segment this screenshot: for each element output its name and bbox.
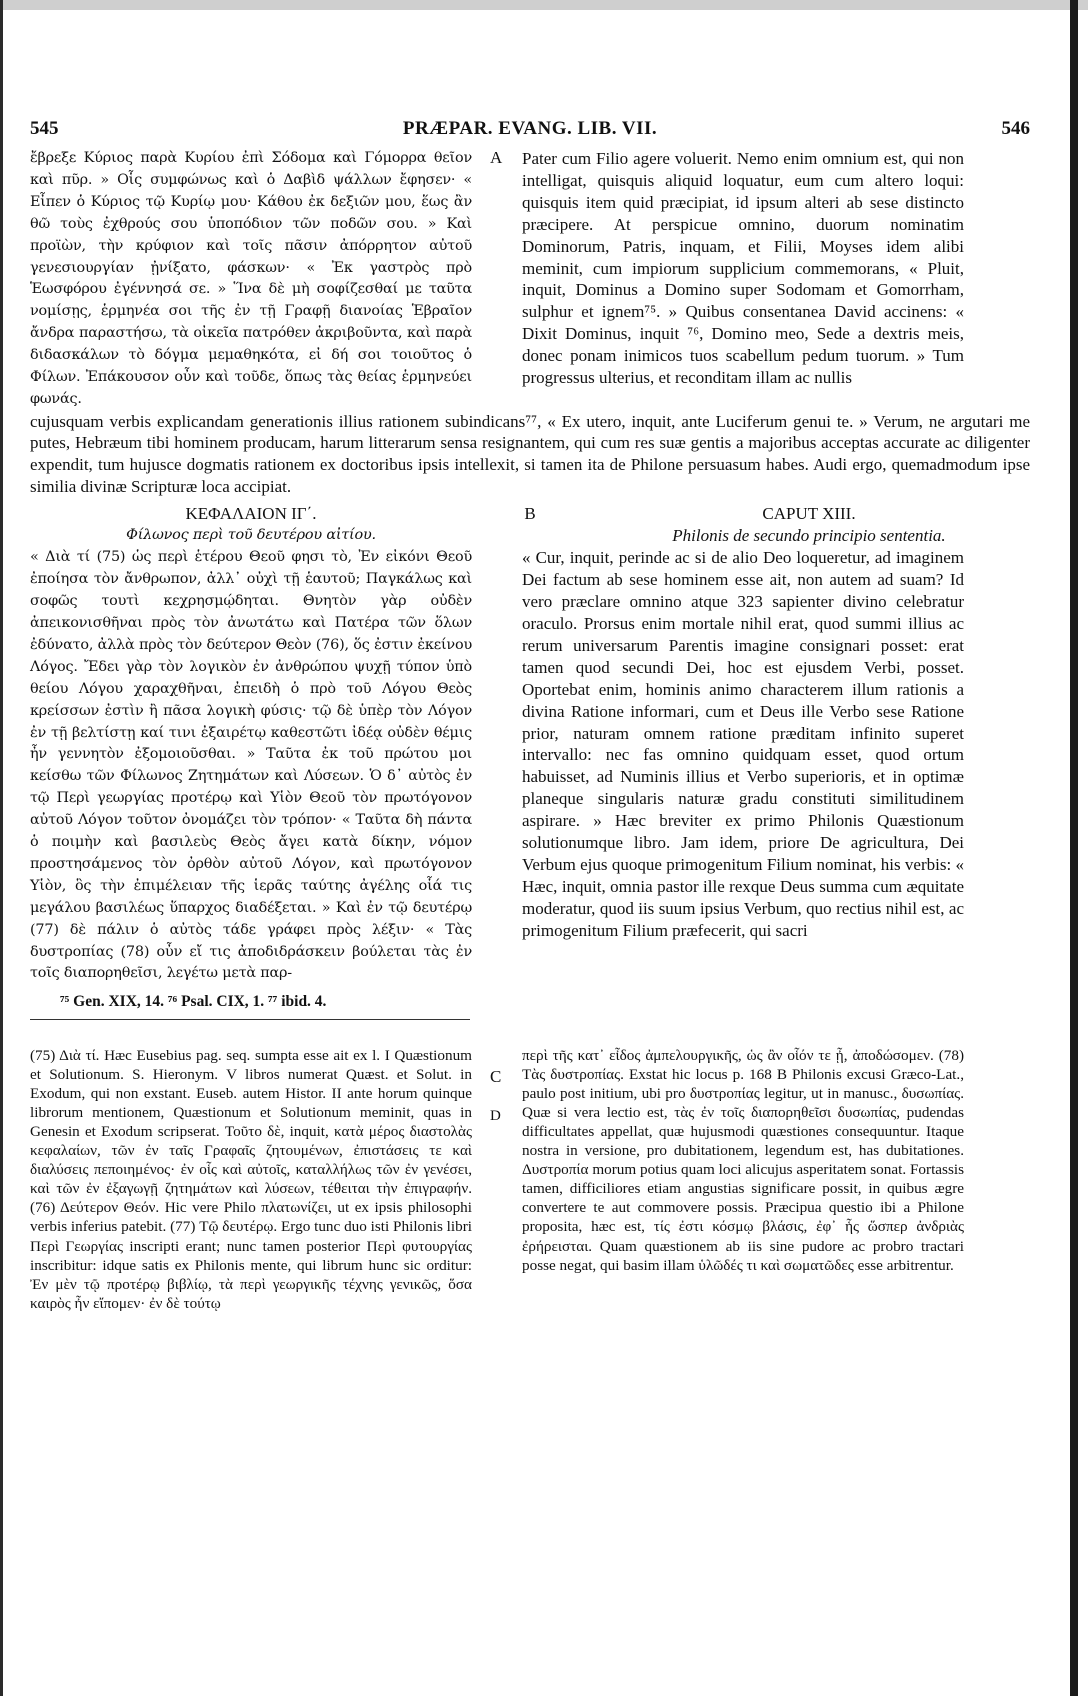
notes-left-column: (75) Διὰ τί. Hæc Eusebius pag. seq. sumpta esse ait ex l. I Quæstionum et Solutionum. S. Hieronym. V libros numerat Quæst. et Solut. in Exodum, qui non exstant. Euseb. autem Histor. II ante horum quinque librorum mentionem, Quæstionum et Solutionum meminit, quas in Genesin et Exodum scripserat. Τοῦτο δὲ, inquit, κατὰ μέρος διαστολὰς κεφαλαίων, τῶν ἐν ταῖς Γραφαῖς ζητουμένων, ἐπιστάσεις τε καὶ διαλύσεις πεποιημένος· ἐν οἷς καὶ αὐτοῖς, καταλλήλως τῶν ἐν γενέσει, καὶ τῶν ἐν ἐξαγωγῇ ζητημάτων καὶ λύσεων, τέθειται τὴν ἐπιγραφήν. (76) Δεύτερον Θεόν. Hic vere Philo πλατωνίζει, ut ex ipsis philosophi verbis inferius patebit. (77) Τῷ δευτέρῳ. Ergo tunc duo isti Philonis libri Περὶ Γεωργίας inscripti erant; nunc tamen posterior Περὶ φυτουργίας inscribitur: idque satis ex Philonis mente, qui librum hunc sic orditur: Ἐν μὲν τῷ προτέρῳ βιβλίῳ, τὰ περὶ γεωργικῆς τέχνης γενικῶς, ὅσα καιρὸς ἦν εἴπομεν· ἐν δὲ τούτῳ: [30, 1046, 472, 1312]
greek-column-top: ἔβρεξε Κύριος παρὰ Κυρίου ἐπὶ Σόδομα καὶ Γόμορρα θεῖον καὶ πῦρ. » Οἷς συμφώνως καὶ ὁ Δαβὶδ ψάλλων ἔφησεν· « Εἶπεν ὁ Κύριος τῷ Κυρίῳ μου· Κάθου ἐκ δεξιῶν μου, ἕως ἂν θῶ τοὺς ἐχθρούς σου ὑποπόδιον τῶν ποδῶν σου. » Καὶ προϊὼν, τὴν κρύφιον καὶ τοῖς πᾶσιν ἀπόρρητον αὐτοῦ γενεσιουργίαν ᾐνίξατο, φάσκων· « Ἐκ γαστρὸς πρὸ Ἑωσφόρου ἐγέννησά σε. » Ἵνα δὲ μὴ σοφίζεσθαί με ταῦτα νομίσῃς, ἑρμηνέα σοι τῆς ἐν τῇ Γραφῇ διανοίας Ἑβραῖον ἄνδρα παραστήσω, τὰ οἰκεῖα πατρόθεν ἀκριβοῦντα, καὶ παρὰ διδασκάλων τὸ δόγμα μεμαθηκότα, εἰ δή σοι τοιοῦτος ὁ Φίλων. Ἐπάκουσον οὖν καὶ τοῦδε, ὅπως τὰς θείας ἑρμηνεύει φωνάς.: [30, 150, 472, 407]
greek-column-body: « Διὰ τί (75) ὡς περὶ ἑτέρου Θεοῦ φησι τὸ, Ἐν εἰκόνι Θεοῦ ἐποίησα τὸν ἄνθρωπον, ἀλλ᾽ οὐχὶ τῇ ἑαυτοῦ; Παγκάλως καὶ σοφῶς τουτὶ κεχρησμῴδηται. Θνητὸν γὰρ οὐδὲν ἀπεικονισθῆναι πρὸς τὸν ἀνωτάτω καὶ Πατέρα τῶν ὅλων ἐδύνατο, ἀλλὰ πρὸς τὸν δεύτερον Θεὸν (76), ὅς ἐστιν ἐκείνου Λόγος. Ἔδει γὰρ τὸν λογικὸν ἐν ἀνθρώπου ψυχῇ τύπον ὑπὸ θείου Λόγου χαραχθῆναι, ἐπειδὴ ὁ πρὸ τοῦ Λόγου Θεὸς κρείσσων ἐστὶν ἢ πᾶσα λογικὴ φύσις· τῷ δὲ ὑπὲρ τὸν Λόγον ἐν τῇ βελτίστῃ καί τινι ἐξαιρέτῳ καθεστῶτι ἰδέᾳ οὐδὲν θέμις ἦν γεννητὸν ἐξομοιοῦσθαι. » Ταῦτα ἐκ τοῦ πρώτου μοι κείσθω τῶν Φίλωνος Ζητημάτων καὶ Λύσεων. Ὁ δ᾽ αὐτὸς ἐν τῷ Περὶ γεωργίας προτέρῳ καὶ Υἱὸν Θεοῦ τὸν πρωτόγονον αὐτοῦ Λόγον τοῦτον ὀνομάζει τὸν τρόπον· « Ταῦτα δὴ πάντα ὁ ποιμὴν καὶ βασιλεὺς Θεὸς ἄγει κατὰ δίκην, νόμον προστησάμενος τὸν ὀρθὸν αὐτοῦ Λόγον, καὶ πρωτόγονον Υἱὸν, ὃς τὴν ἐπιμέλειαν τῆς ἱερᾶς ταύτης ἀγέλης οἷά τις μεγάλου βασιλέως ὕπαρχος διαδέξεται. » Καὶ ἐν τῷ δευτέρῳ (77) δὲ πάλιν ὁ αὐτὸς τάδε γράφει πρὸς λέξιν· « Τὰς δυστροπίας (78) οὖν εἴ τις ἀποδιδράσκειν βούλεται τὰς ἐν τοῖς διαπορηθεῖσι, λεγέτω μετὰ παρ-: [30, 549, 472, 982]
scan-top-band: [0, 0, 1088, 10]
margin-marker-b: B: [524, 504, 536, 524]
greek-chapter-title: ΚΕΦΑΛΑΙΟΝ ΙΓ΄.: [185, 504, 317, 524]
notes-rule: [30, 1019, 470, 1020]
margin-marker-c: C: [490, 1067, 502, 1087]
scan-left-edge: [0, 0, 3, 1696]
margin-marker-d: D: [490, 1108, 501, 1125]
latin-column-body: « Cur, inquit, perinde ac si de alio Deo loqueretur, ad imaginem Dei factum ab sese hominem esse ait, non autem ad suam? Id vero præclare omnino atque 323 sapienter divino celebratur oraculo. Prorsus enim mortale nihil erat, quod summi illius ac rerum universarum Parentis imagine consignari posset: erat tamen quod secundi Dei, hoc est ejusdem Verbi, posset. Oportebat enim, hominis animo characterem illum rationis a divina Ratione informari, cum et Deus ille Verbo sese Ratione prior, naturam omnem ratione præditam infinito superet intervallo: nec fas omnino quidquam esset, quod ortum habuisset, ad Numinis illius et Verbo superioris, et in optimæ planeque singularis naturæ gradu constituti similitudinem aspirare. » Hæc breviter ex primo Philonis Quæstionum solutionumque libro. Jam idem, priore De agricultura, Dei Verbum ejus quoque primogenitum Filium nominat, his verbis: « Hæc, inquit, omnia pastor ille rexque Deus summa cum æquitate moderatur, quod iis suum ipsius Verbum, quo rectius nihil est, ac primogenitum Filium præfecerit, qui sacri: [522, 548, 964, 940]
notes-right-column: περὶ τῆς κατ᾽ εἶδος ἀμπελουργικῆς, ὡς ἂν οἷόν τε ᾖ, ἀποδώσομεν. (78) Τὰς δυστροπίας. Exstat hic locus p. 168 B Philonis excusi Græco-Lat., paulo post initium, ubi pro δυστροπίας legitur, ut in manusc., δυσωπίας. Quæ si vera lectio est, τὰς ἐν τοῖς διαπορηθεῖσι δυσωπίας, pudendas difficultates appellat, quæ hujusmodi quæstiones consequuntur. Itaque nostra in versione, pro dubitationem, legendum est, has dubitationes. Δυστροπία morum potius quam loci alicujus asperitatem sonat. Fortassis tamen, difficiliores etiam angustias significare possit, in quibus ægre convertere te aut commovere possis. Præcipua questio ibi a Philone proposita, hæc est, τίς ἐστι κόσμῳ βλάσις, ἐφ᾽ ἧς ὥσπερ ἀνδριὰς ἐρήρεισται. Quam quæstionem ab iis sine pudore ac probro tractari posse negat, qui basim illam ὑλῶδές τι καὶ σωματῶδες esse arbitrentur.: [522, 1046, 964, 1274]
notes-columns: [30, 1030, 1030, 1328]
chapter-heading-row: [30, 503, 1030, 547]
margin-marker-a: A: [490, 148, 503, 167]
running-header: [30, 118, 1030, 148]
spanning-paragraph: cujusquam verbis explicandam generationis illius rationem subindicans⁷⁷, « Ex utero, inquit, ante Luciferum genui te. » Verum, ne argutari me putes, Hebræum tibi hominem producam, harum litterarum sensa resignantem, qui cum res suæ gentis a majoribus acceptas accurate ac diligenter expendit, tum hujusce dogmatis rationem ex doctoribus ipsis intellexit, si tamen ita de Philone persuasum habes. Audi ergo, quemadmodum ipse similia divinæ Scripturæ loca accipiat.: [30, 411, 1030, 496]
latin-column-top: Pater cum Filio agere voluerit. Nemo enim omnium est, qui non intelligat, quisquis aliquid loquatur, eum cum altero loqui: quisquis item quid præcipiat, id ipsum alteri ab sese distincto præcipere. At perspicue omnino, duorum nominatim Dominorum, Patris, inquam, et Filii, Moyses idem alibi meminit, cum impiorum supplicium commemorans, « Pluit, inquit, Dominus a Domino super Sodomam et Gomorrham, sulphur et ignem⁷⁵. » Quibus consentanea David accinens: « Dixit Dominus, inquit ⁷⁶, Domino meo, Sede a dextris meis, donec ponam inimicos tuos scabellum pedum tuorum. » Tum progressus ulterius, et reconditam illam ac nullis: [522, 149, 964, 388]
document-page: [30, 118, 1030, 1328]
scan-right-edge: [1070, 0, 1078, 1696]
latin-chapter-subtitle: Philonis de secundo principio sententia.: [672, 526, 946, 546]
top-columns: [30, 148, 1030, 411]
greek-chapter-subtitle: Φίλωνος περὶ τοῦ δευτέρου αἰτίου.: [126, 527, 376, 544]
latin-chapter-title: CAPUT XIII.: [762, 504, 856, 524]
left-page-number: 545: [30, 118, 59, 139]
scripture-references: ⁷⁵ Gen. XIX, 14. ⁷⁶ Psal. CIX, 1. ⁷⁷ ibid. 4.: [60, 993, 327, 1011]
right-page-number: 546: [1001, 118, 1030, 139]
running-title: PRÆPAR. EVANG. LIB. VII.: [402, 118, 658, 139]
